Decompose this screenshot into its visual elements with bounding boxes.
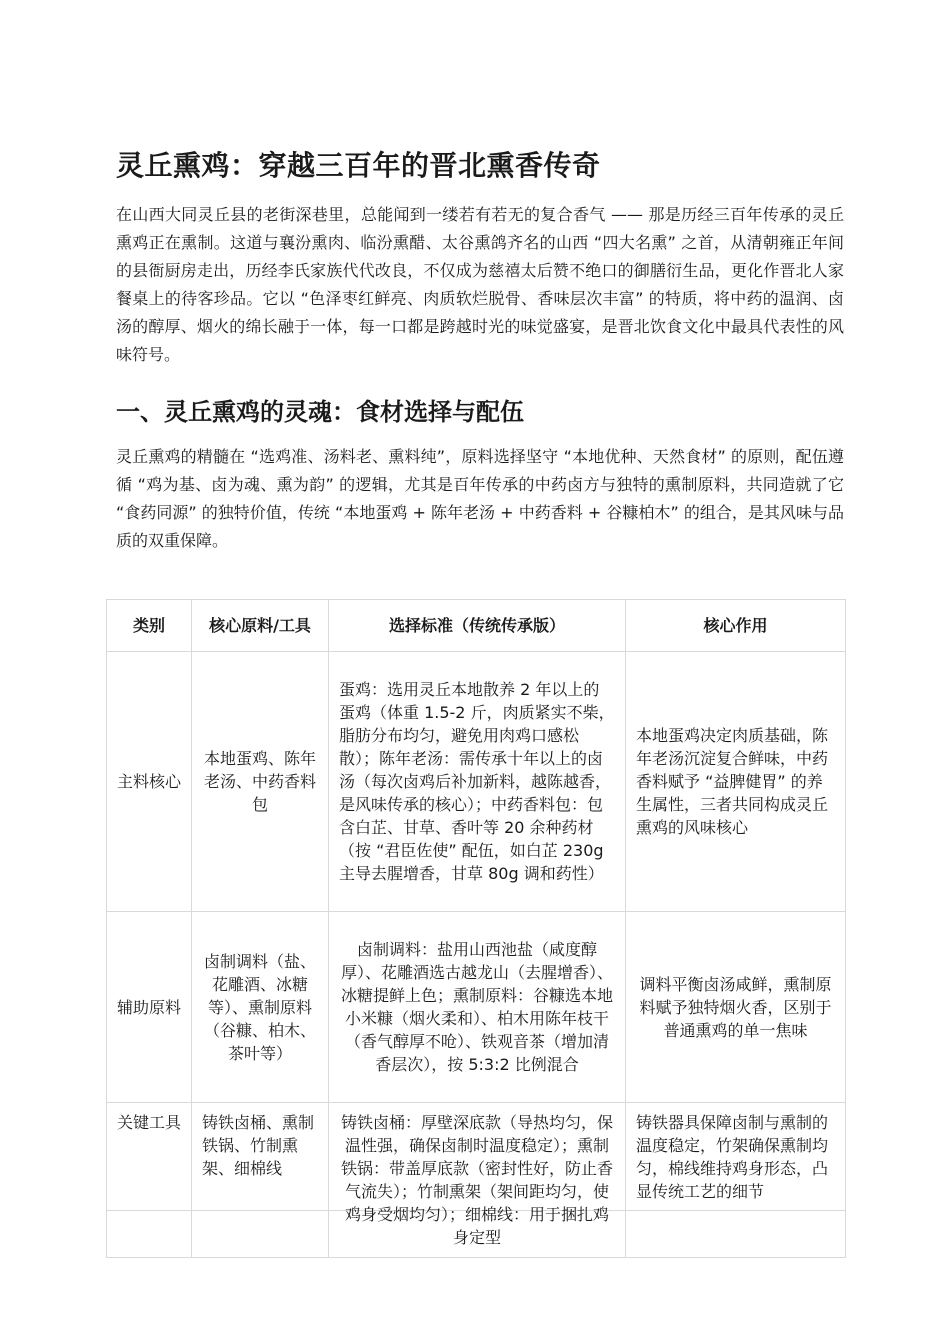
cell-materials: 卤制调料（盐、花雕酒、冰糖等）、熏制原料（谷糠、柏木、茶叶等）	[192, 912, 329, 1103]
cell-category: 辅助原料	[107, 912, 192, 1103]
section-paragraph: 灵丘熏鸡的精髓在 “选鸡准、汤料老、熏料纯”，原料选择坚守 “本地优种、天然食材” 的原则，配伍遵循 “鸡为基、卤为魂、熏为韵” 的逻辑，尤其是百年传承的中药卤方与独特的熏制原料，共同造就了它 “食药同源” 的独特价值，传统 “本地蛋鸡 + 陈年老汤 + 中药香料 + 谷糠柏木” 的组合，是其风味与品质的双重保障。	[116, 447, 844, 550]
cell-standard: 铸铁卤桶：厚壁深底款（导热均匀，保温性强，确保卤制时温度稳定）；熏制铁锅：带盖厚底款（密封性好，防止香气流失）；竹制熏架（架间距均匀，使鸡身受烟均匀）；细棉线：用于捆扎鸡身定型	[329, 1103, 626, 1258]
header-standard: 选择标准（传统传承版）	[329, 600, 626, 652]
cell-role: 本地蛋鸡决定肉质基础，陈年老汤沉淀复合鲜味，中药香料赋予 “益脾健胃” 的养生属性，三者共同构成灵丘熏鸡的风味核心	[626, 652, 846, 912]
section-heading: 一、灵丘熏鸡的灵魂：食材选择与配伍	[116, 398, 524, 426]
table-row	[107, 652, 846, 912]
cell-role: 铸铁器具保障卤制与熏制的温度稳定，竹架确保熏制均匀，棉线维持鸡身形态，凸显传统工艺的细节	[626, 1103, 846, 1258]
header-role: 核心作用	[626, 600, 846, 652]
cell-standard: 蛋鸡：选用灵丘本地散养 2 年以上的蛋鸡（体重 1.5-2 斤，肉质紧实不柴，脂肪分布均匀，避免用肉鸡口感松散）；陈年老汤：需传承十年以上的卤汤（每次卤鸡后补加新料，越陈越香，是风味传承的核心）；中药香料包：包含白芷、甘草、香叶等 20 余种药材（按 “君臣佐使” 配伍，如白芷 230g 主导去腥增香，甘草 80g 调和药性）	[329, 652, 626, 912]
cell-role: 调料平衡卤汤咸鲜，熏制原料赋予独特烟火香，区别于普通熏鸡的单一焦味	[626, 912, 846, 1103]
table-header-row	[107, 600, 846, 652]
cell-materials: 铸铁卤桶、熏制铁锅、竹制熏架、细棉线	[192, 1103, 329, 1258]
cell-category: 关键工具	[107, 1103, 192, 1258]
ingredient-table	[106, 599, 846, 1258]
cell-standard: 卤制调料：盐用山西池盐（咸度醇厚）、花雕酒选古越龙山（去腥增香）、冰糖提鲜上色；熏制原料：谷糠选本地小米糠（烟火柔和）、柏木用陈年枝干（香气醇厚不呛）、铁观音茶（增加清香层次），按 5:3:2 比例混合	[329, 912, 626, 1103]
intro-paragraph: 在山西大同灵丘县的老街深巷里，总能闻到一缕若有若无的复合香气 —— 那是历经三百年传承的灵丘熏鸡正在熏制。这道与襄汾熏肉、临汾熏醋、太谷熏鸽齐名的山西 “四大名熏” 之首，从清朝雍正年间的县衙厨房走出，历经李氏家族代代改良，不仅成为慈禧太后赞不绝口的御膳衍生品，更化作晋北人家餐桌上的待客珍品。它以 “色泽枣红鲜亮、肉质软烂脱骨、香味层次丰富” 的特质，将中药的温润、卤汤的醇厚、烟火的绵长融于一体，每一口都是跨越时光的味觉盛宴，是晋北饮食文化中最具代表性的风味符号。	[116, 205, 844, 364]
table-row	[107, 1103, 846, 1258]
ingredient-table-container	[106, 599, 845, 1247]
cell-materials: 本地蛋鸡、陈年老汤、中药香料包	[192, 652, 329, 912]
header-materials: 核心原料/工具	[192, 600, 329, 652]
table-row	[107, 912, 846, 1103]
page-title: 灵丘熏鸡：穿越三百年的晋北熏香传奇	[116, 149, 601, 182]
cell-category: 主料核心	[107, 652, 192, 912]
header-category: 类别	[107, 600, 192, 652]
